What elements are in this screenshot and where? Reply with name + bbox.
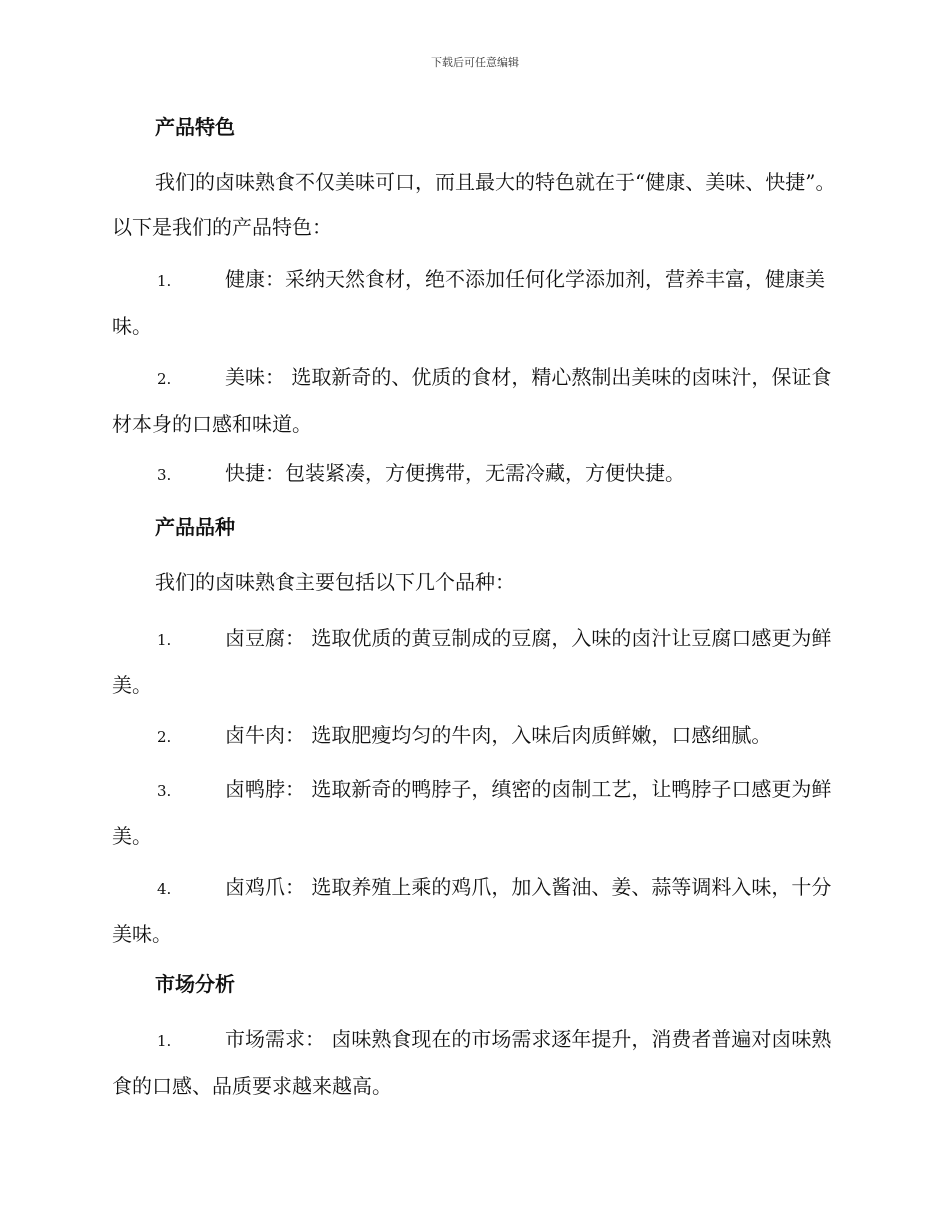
list-item-text: 卤豆腐： 选取优质的黄豆制成的豆腐，入味的卤汁让豆腐口感更为鲜美。 [112,626,832,697]
list-item-text: 快捷：包装紧凑，方便携带，无需冷藏，方便快捷。 [225,461,685,485]
list-item [112,865,840,957]
list-item [112,451,840,498]
list-item-text: 卤牛肉： 选取肥瘦均匀的牛肉，入味后肉质鲜嫩，口感细腻。 [225,723,772,747]
list-item-number: 3. [157,782,172,800]
list-item-text: 市场需求： 卤味熟食现在的市场需求逐年提升，消费者普遍对卤味熟食的口感、品质要求越来越高。 [112,1027,832,1098]
list-item-number: 1. [157,272,172,290]
list-item-text: 卤鸭脖： 选取新奇的鸭脖子，缜密的卤制工艺，让鸭脖子口感更为鲜美。 [112,777,832,848]
section-intro-varieties: 我们的卤味熟食主要包括以下几个品种： [155,570,515,594]
list-item [112,616,840,708]
section-intro-features: 我们的卤味熟食不仅美味可口，而且最大的特色就在于“健康、美味、快捷”。以下是我们的产品特色： [112,170,836,239]
page-header: 下载后可任意编辑 [431,56,519,69]
list-item-number: 1. [157,631,172,649]
list-item [112,713,840,760]
list-item-number: 2. [157,728,172,746]
list-item-number: 4. [157,880,172,898]
list-item [112,767,840,859]
list-item-number: 2. [157,370,172,388]
section-heading-varieties: 产品品种 [155,515,235,539]
list-item [112,257,840,349]
section-heading-features: 产品特色 [155,115,235,139]
list-item-number: 1. [157,1032,172,1050]
list-item-text: 美味： 选取新奇的、优质的食材，精心熬制出美味的卤味汁，保证食材本身的口感和味道。 [112,365,832,436]
list-item-text: 卤鸡爪： 选取养殖上乘的鸡爪，加入酱油、姜、蒜等调料入味，十分美味。 [112,875,832,946]
list-item-text: 健康：采纳天然食材，绝不添加任何化学添加剂，营养丰富，健康美味。 [112,267,825,338]
list-item [112,355,840,447]
section-heading-market: 市场分析 [155,972,235,996]
list-item-number: 3. [157,466,172,484]
list-item [112,1017,840,1109]
